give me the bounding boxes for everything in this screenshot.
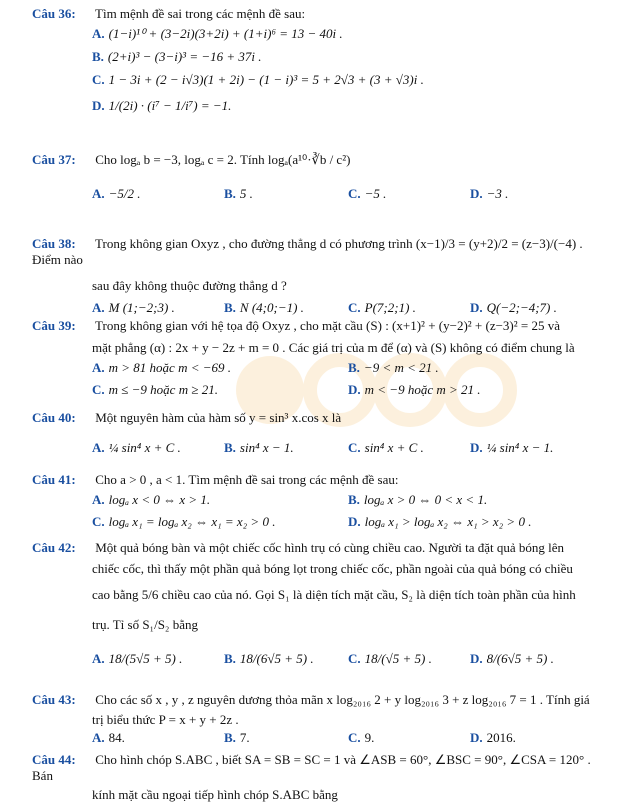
option-a[interactable]: A. ¼ sin⁴ x + C . (92, 440, 181, 455)
question-label: Câu 43: (32, 692, 76, 707)
option-a[interactable]: A. (1−i)¹⁰ + (3−2i)(3+2i) + (1+i)⁶ = 13 − 40i . (92, 26, 343, 41)
question-41 (32, 472, 612, 536)
question-stem: Cho hình chóp S.ABC , biết SA = SB = SC = 1 và ∠ASB = 60°, ∠BSC = 90°, ∠CSA = 120° . Bán (32, 752, 591, 783)
option-d[interactable]: D. −3 . (470, 186, 509, 201)
question-stem-line2: chiếc cốc, thì thấy một phần quả bóng lọt trong chiếc cốc, phần ngoài của quả bóng có chiều (92, 561, 573, 576)
option-c[interactable]: C. sin⁴ x + C . (348, 440, 424, 455)
question-36 (32, 6, 612, 121)
question-label: Câu 36: (32, 6, 76, 21)
option-b[interactable]: B. −9 < m < 21 . (348, 360, 439, 375)
option-b[interactable]: B. 7. (224, 730, 250, 745)
question-stem-line2: trị biểu thức P = x + y + 2z . (92, 712, 239, 727)
option-d[interactable]: D. 2016. (470, 730, 516, 745)
question-stem-line2: sau đây không thuộc đường thẳng d ? (92, 278, 287, 293)
option-c[interactable]: C. logₐ x₁ = logₐ x₂ ⇔ x₁ = x₂ > 0 . (92, 514, 276, 529)
question-label: Câu 42: (32, 540, 76, 555)
option-a[interactable]: A. 18/(5√5 + 5) . (92, 651, 183, 666)
question-39 (32, 318, 612, 404)
question-stem: Một nguyên hàm của hàm số y = sin³ x.cos x là (95, 410, 342, 425)
question-stem: Cho các số x , y , z nguyên dương thỏa mãn x log₂₀₁₆ 2 + y log₂₀₁₆ 3 + z log₂₀₁₆ 7 = 1 . Tính giá (95, 692, 590, 707)
question-stem-line4: trụ. Tỉ số S₁/S₂ bằng (92, 617, 198, 632)
option-d[interactable]: D. 8/(6√5 + 5) . (470, 651, 554, 666)
option-c[interactable]: C. 18/(√5 + 5) . (348, 651, 432, 666)
option-d[interactable]: D. ¼ sin⁴ x − 1. (470, 440, 554, 455)
option-a[interactable]: A. m > 81 hoặc m < −69 . (92, 360, 232, 375)
option-c[interactable]: C. −5 . (348, 186, 387, 201)
option-b[interactable]: B. N (4;0;−1) . (224, 300, 304, 315)
question-stem: Một quả bóng bàn và một chiếc cốc hình trụ có cùng chiều cao. Người ta đặt quả bóng lên (95, 540, 565, 555)
question-40 (32, 410, 612, 462)
question-stem-line2: kính mặt cầu ngoại tiếp hình chóp S.ABC bằng (92, 787, 338, 802)
question-42 (32, 540, 612, 673)
question-label: Câu 37: (32, 152, 76, 167)
option-c[interactable]: C. 9. (348, 730, 375, 745)
question-43 (32, 692, 612, 752)
option-d[interactable]: D. 1/(2i) · (i⁷ − 1/i⁷) = −1. (92, 98, 232, 113)
question-44 (32, 752, 612, 803)
option-c[interactable]: C. P(7;2;1) . (348, 300, 416, 315)
option-c[interactable]: C. 1 − 3i + (2 − i√3)(1 + 2i) − (1 − i)³ = 5 + 2√3 + (3 + √3)i . (92, 72, 424, 87)
question-38 (32, 236, 612, 322)
option-c[interactable]: C. m ≤ −9 hoặc m ≥ 21. (92, 382, 218, 397)
question-label: Câu 41: (32, 472, 76, 487)
option-a[interactable]: A. logₐ x < 0 ⇔ x > 1. (92, 492, 211, 507)
question-label: Câu 39: (32, 318, 76, 333)
option-d[interactable]: D. Q(−2;−4;7) . (470, 300, 557, 315)
question-stem-line3: cao bằng 5/6 chiều cao của nó. Gọi S₁ là diện tích mặt cầu, S₂ là diện tích toàn phần của hình (92, 587, 576, 602)
question-label: Câu 44: (32, 752, 76, 767)
option-b[interactable]: B. 18/(6√5 + 5) . (224, 651, 314, 666)
question-stem: Tìm mệnh đề sai trong các mệnh đề sau: (95, 6, 306, 21)
option-d[interactable]: D. logₐ x₁ > logₐ x₂ ⇔ x₁ > x₂ > 0 . (348, 514, 532, 529)
option-d[interactable]: D. m < −9 hoặc m > 21 . (348, 382, 481, 397)
question-label: Câu 38: (32, 236, 76, 251)
question-37 (32, 152, 612, 208)
question-stem: Cho logₐ b = −3, logₐ c = 2. Tính logₐ(a¹⁰·∛b / c²) (95, 152, 351, 167)
question-stem-line2: mặt phẳng (α) : 2x + y − 2z + m = 0 . Các giá trị của m để (α) và (S) không có điểm chung là (92, 340, 575, 355)
option-a[interactable]: A. M (1;−2;3) . (92, 300, 175, 315)
option-a[interactable]: A. −5/2 . (92, 186, 141, 201)
question-stem: Trong không gian với hệ tọa độ Oxyz , cho mặt cầu (S) : (x+1)² + (y−2)² + (z−3)² = 25 và (95, 318, 561, 333)
option-b[interactable]: B. 5 . (224, 186, 253, 201)
option-b[interactable]: B. logₐ x > 0 ⇔ 0 < x < 1. (348, 492, 488, 507)
option-b[interactable]: B. (2+i)³ − (3−i)³ = −16 + 37i . (92, 49, 262, 64)
option-b[interactable]: B. sin⁴ x − 1. (224, 440, 294, 455)
option-a[interactable]: A. 84. (92, 730, 125, 745)
question-stem: Cho a > 0 , a < 1. Tìm mệnh đề sai trong các mệnh đề sau: (95, 472, 399, 487)
question-label: Câu 40: (32, 410, 76, 425)
question-stem: Trong không gian Oxyz , cho đường thẳng d có phương trình (x−1)/3 = (y+2)/2 = (z−3)/(−4) . Điểm nào (32, 236, 583, 267)
